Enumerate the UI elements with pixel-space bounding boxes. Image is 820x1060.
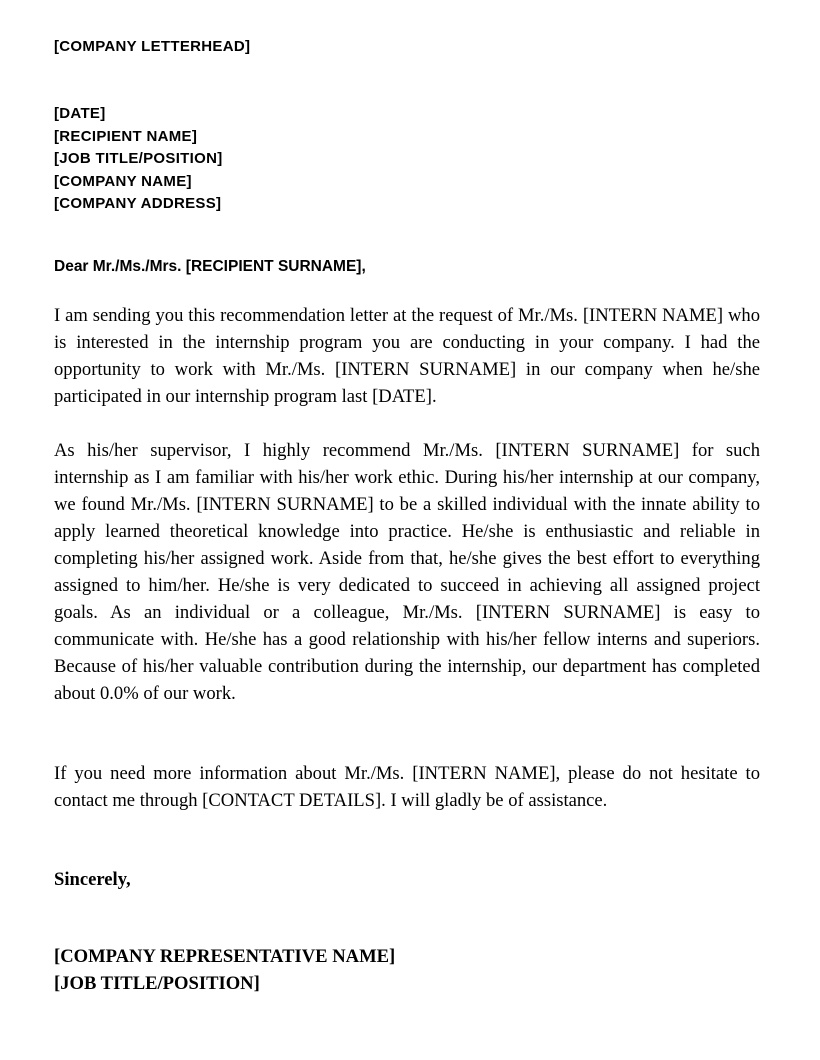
recipient-name-line: [RECIPIENT NAME] bbox=[54, 127, 198, 145]
paragraph-request: I am sending you this recommendation letter at the request of Mr./Ms. [INTERN NAME] who is interested in the internship program you are conducting in your company. I had the opportunity to work with Mr./Ms. [INTERN SURNAME] in our company when he/she participated in our internship program last [DATE]. bbox=[54, 305, 760, 407]
signature-name: [COMPANY REPRESENTATIVE NAME] bbox=[54, 946, 396, 967]
recipient-company-name-line: [COMPANY NAME] bbox=[54, 172, 192, 190]
company-letterhead: [COMPANY LETTERHEAD] bbox=[54, 38, 251, 55]
recipient-company-address-line: [COMPANY ADDRESS] bbox=[54, 195, 222, 212]
recipient-address-block bbox=[54, 103, 223, 216]
signature-block bbox=[54, 943, 395, 997]
date-line: [DATE] bbox=[54, 105, 106, 122]
signature-title: [JOB TITLE/POSITION] bbox=[54, 973, 260, 994]
closing: Sincerely, bbox=[54, 869, 131, 890]
recipient-job-title-line: [JOB TITLE/POSITION] bbox=[54, 150, 223, 167]
paragraph-recommendation: As his/her supervisor, I highly recommend Mr./Ms. [INTERN SURNAME] for such internship as I am familiar with his/her work ethic. During his/her internship at our company, we found Mr./Ms. [INTERN SURNAME] to be a skilled individual with the innate ability to apply learned theoretical knowledge into practice. He/she is enthusiastic and reliable in completing his/her assigned work. Aside from that, he/she gives the best effort to everything assigned to him/her. He/she is very dedicated to succeed in achieving all assigned project goals. As an individual or a colleague, Mr./Ms. [INTERN SURNAME] is easy to communicate with. He/she has a good relationship with his/her fellow interns and superiors. Because of his/her valuable contribution during the internship, our department has completed about 0.0% of our work. bbox=[54, 440, 760, 704]
salutation: Dear Mr./Ms./Mrs. [RECIPIENT SURNAME], bbox=[54, 258, 366, 275]
paragraph-contact: If you need more information about Mr./Ms. [INTERN NAME], please do not hesitate to contact me through [CONTACT DETAILS]. I will gladly be of assistance. bbox=[54, 763, 760, 811]
